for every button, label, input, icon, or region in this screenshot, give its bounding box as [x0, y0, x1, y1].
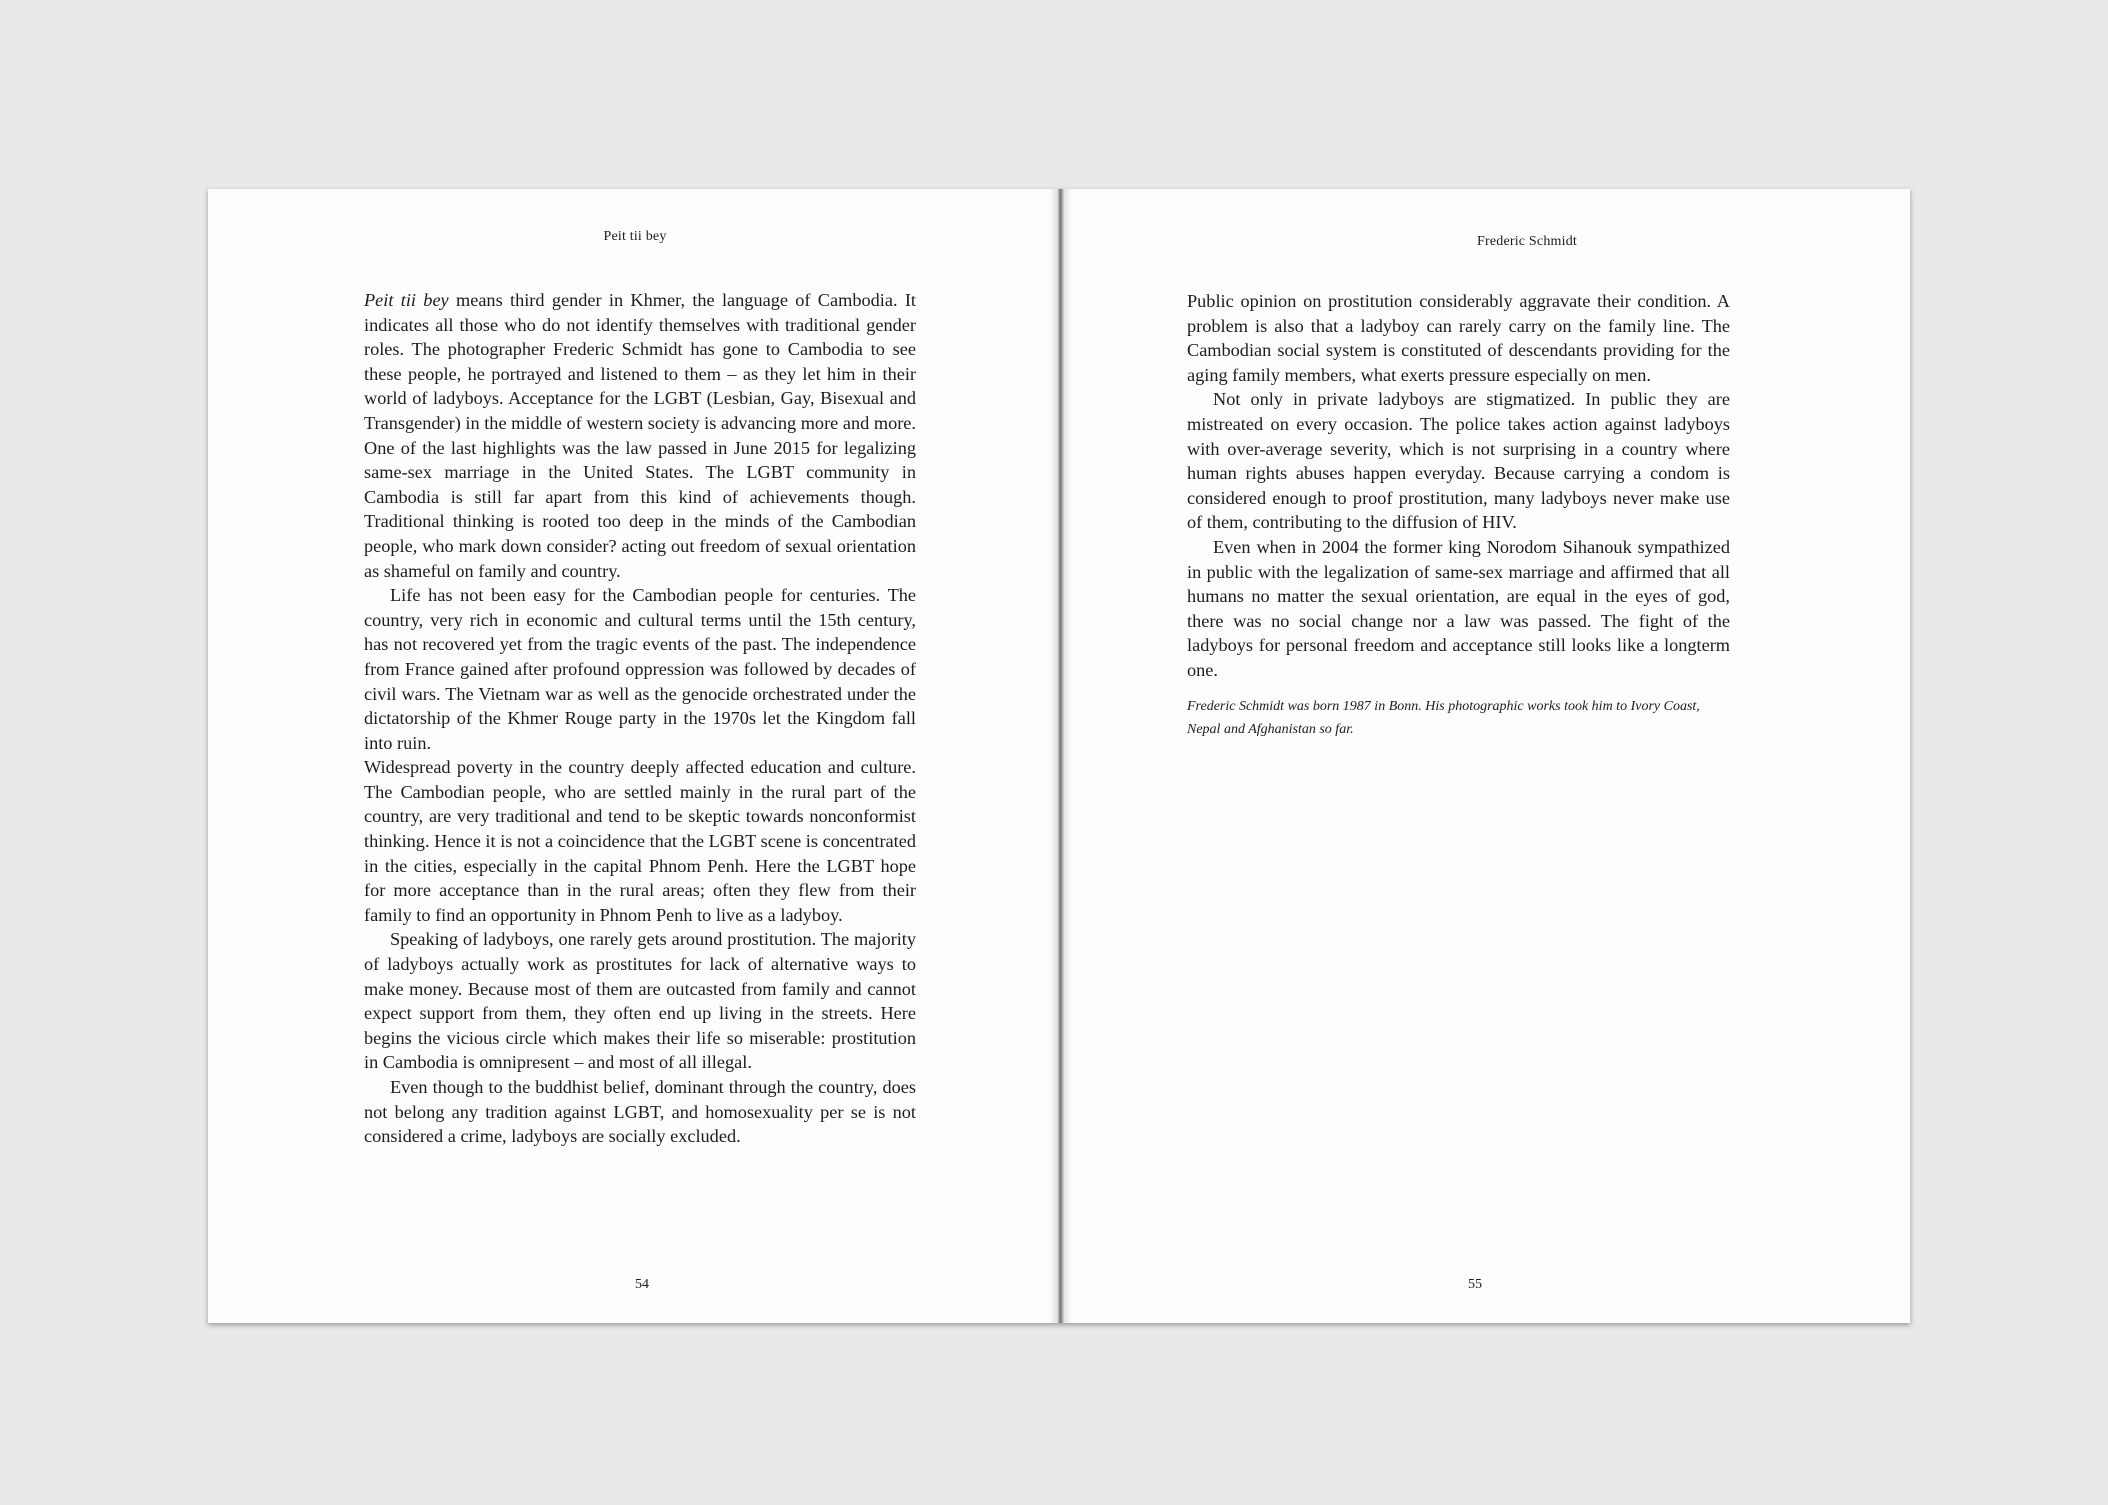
paragraph: Speaking of ladyboys, one rarely gets around prostitution. The majority of ladyboys actually work as prostitutes for lack of alternative ways to make money. Because most of them are outcasted from family and cannot expect support from them, they often end up living in the streets. Here begins the vicious circle which makes their life so miserable: prostitution in Cambodia is omnipresent – and most of all illegal. — [364, 929, 916, 1073]
author-bio: Frederic Schmidt was born 1987 in Bonn. His photographic works took him to Ivory Coast, Nepal and Afghanistan so far. — [1187, 698, 1700, 737]
paragraph: Not only in private ladyboys are stigmatized. In public they are mistreated on every occasion. The police takes action against ladyboys with over-average severity, which is not surprising in a country where human rights abuses happen everyday. Because carrying a condom is considered enough to proof prostitution, many ladyboys never make use of them, contributing to the diffusion of HIV. — [1187, 389, 1730, 533]
lead-italic: Peit tii bey — [364, 290, 449, 310]
paragraph: Even though to the buddhist belief, dominant through the country, does not belong any tradition against LGBT, and homosexuality per se is not considered a crime, ladyboys are socially excluded. — [364, 1077, 916, 1147]
book-spread — [208, 189, 1910, 1323]
paragraph-text: means third gender in Khmer, the language of Cambodia. It indicates all those who do not identify themselves with traditional gender roles. The photographer Frederic Schmidt has gone to Cambodia to see these people, he portrayed and listened to them – as they let him in their world of ladyboys. Acceptance for the LGBT (Lesbian, Gay, Bisexual and Transgender) in the middle of western society is advancing more and more. One of the last highlights was the law passed in June 2015 for legalizing same-sex marriage in the United States. The LGBT community in Cambodia is still far apart from this kind of achievements though. Traditional thinking is rooted too deep in the minds of the Cambodian people, who mark down consider? acting out freedom of sexual orientation as shameful on family and country. — [364, 290, 916, 581]
running-head-left: Peit tii bey — [603, 229, 667, 244]
book-gutter — [1050, 189, 1072, 1323]
running-head-right: Frederic Schmidt — [1476, 234, 1577, 249]
paragraph: Widespread poverty in the country deeply affected education and culture. The Cambodian people, who are settled mainly in the rural part of the country, are very traditional and tend to be skeptic towards nonconformist thinking. Hence it is not a coincidence that the LGBT scene is concentrated in the cities, especially in the capital Phnom Penh. Here the LGBT hope for more acceptance than in the rural areas; often they flew from their family to find an opportunity in Phnom Penh to live as a ladyboy. — [364, 757, 916, 925]
paragraph — [364, 288, 916, 583]
right-page-body — [1187, 289, 1730, 741]
page-number-left: 54 — [635, 1277, 649, 1292]
right-page — [1059, 189, 1910, 1323]
left-page-body — [364, 288, 916, 1149]
left-page — [208, 189, 1059, 1323]
paragraph: Public opinion on prostitution considerably aggravate their condition. A problem is also that a ladyboy can rarely carry on the family line. The Cambodian social system is constituted of descendants providing for the aging family members, what exerts pressure especially on men. — [1187, 291, 1730, 385]
paragraph: Life has not been easy for the Cambodian people for centuries. The country, very rich in economic and cultural terms until the 15th century, has not recovered yet from the tragic events of the past. The independence from France gained after profound oppression was followed by decades of civil wars. The Vietnam war as well as the genocide orchestrated under the dictatorship of the Khmer Rouge party in the 1970s let the Kingdom fall into ruin. — [364, 585, 916, 753]
page-number-right: 55 — [1468, 1277, 1482, 1292]
paragraph: Even when in 2004 the former king Norodom Sihanouk sympathized in public with the legalization of same-sex marriage and affirmed that all humans no matter the sexual orientation, are equal in the eyes of god, there was no social change nor a law was passed. The fight of the ladyboys for personal freedom and acceptance still looks like a longterm one. — [1187, 536, 1730, 680]
